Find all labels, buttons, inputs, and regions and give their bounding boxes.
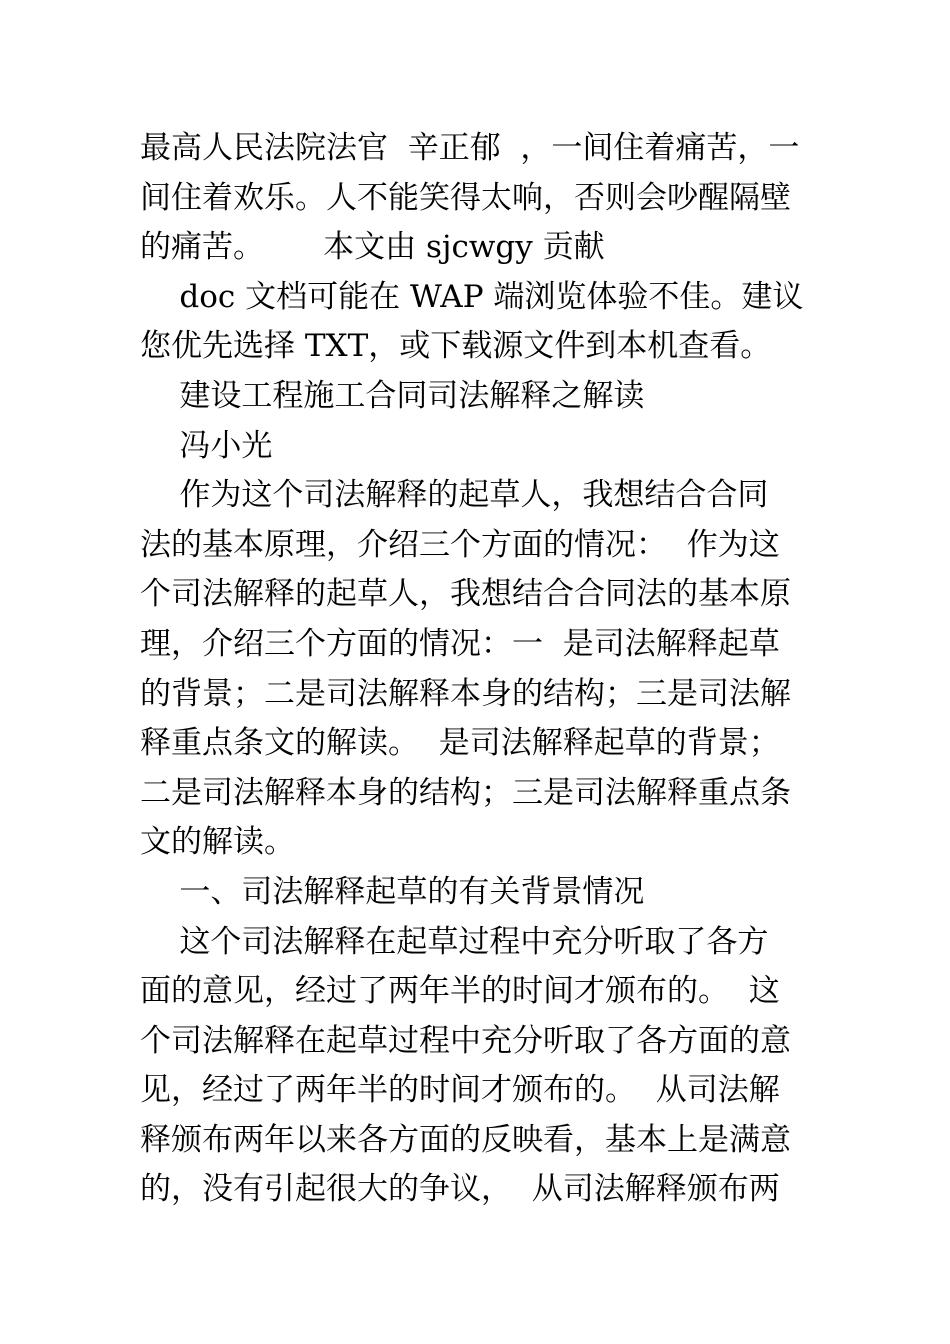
text-line: 个司法解释在起草过程中充分听取了各方面的意 [140,1022,791,1059]
text-line: 个司法解释的起草人，我想结合合同法的基本原 [140,576,791,613]
section-title: 建设工程施工合同司法解释之解读 [140,377,645,414]
text-line: 的痛苦。 本文由 sjcwgy 贡献 [140,229,605,266]
document-body [140,124,820,1215]
text-line: 文的解读。 [140,824,295,861]
text-line: 作为这个司法解释的起草人，我想结合合同 [140,477,769,514]
text-line: 这个司法解释在起草过程中充分听取了各方 [140,923,769,960]
text-line: doc 文档可能在 WAP 端浏览体验不佳。建议 [140,278,804,315]
text-line: 最高人民法院法官 辛正郁 ，一间住着痛苦，一 [140,130,800,166]
text-line: 的，没有引起很大的争议， 从司法解释颁布两 [140,1171,780,1208]
text-line: 理，介绍三个方面的情况：一 是司法解释起草 [140,625,780,662]
text-line: 您优先选择 TXT，或下载源文件到本机查看。 [140,328,772,365]
text-line: 二是司法解释本身的结构；三是司法解释重点条 [140,774,791,811]
text-line: 法的基本原理，介绍三个方面的情况： 作为这 [140,526,780,563]
text-line: 的背景；二是司法解释本身的结构；三是司法解 [140,675,791,712]
text-line: 释重点条文的解读。 是司法解释起草的背景； [140,725,780,762]
author-name: 冯小光 [140,427,273,464]
text-line: 释颁布两年以来各方面的反映看，基本上是满意 [140,1121,791,1158]
text-line: 间住着欢乐。人不能笑得太响，否则会吵醒隔壁 [140,179,791,216]
section-heading: 一、司法解释起草的有关背景情况 [140,873,645,910]
text-line: 面的意见，经过了两年半的时间才颁布的。 这 [140,973,780,1010]
text-line: 见，经过了两年半的时间才颁布的。 从司法解 [140,1072,780,1109]
